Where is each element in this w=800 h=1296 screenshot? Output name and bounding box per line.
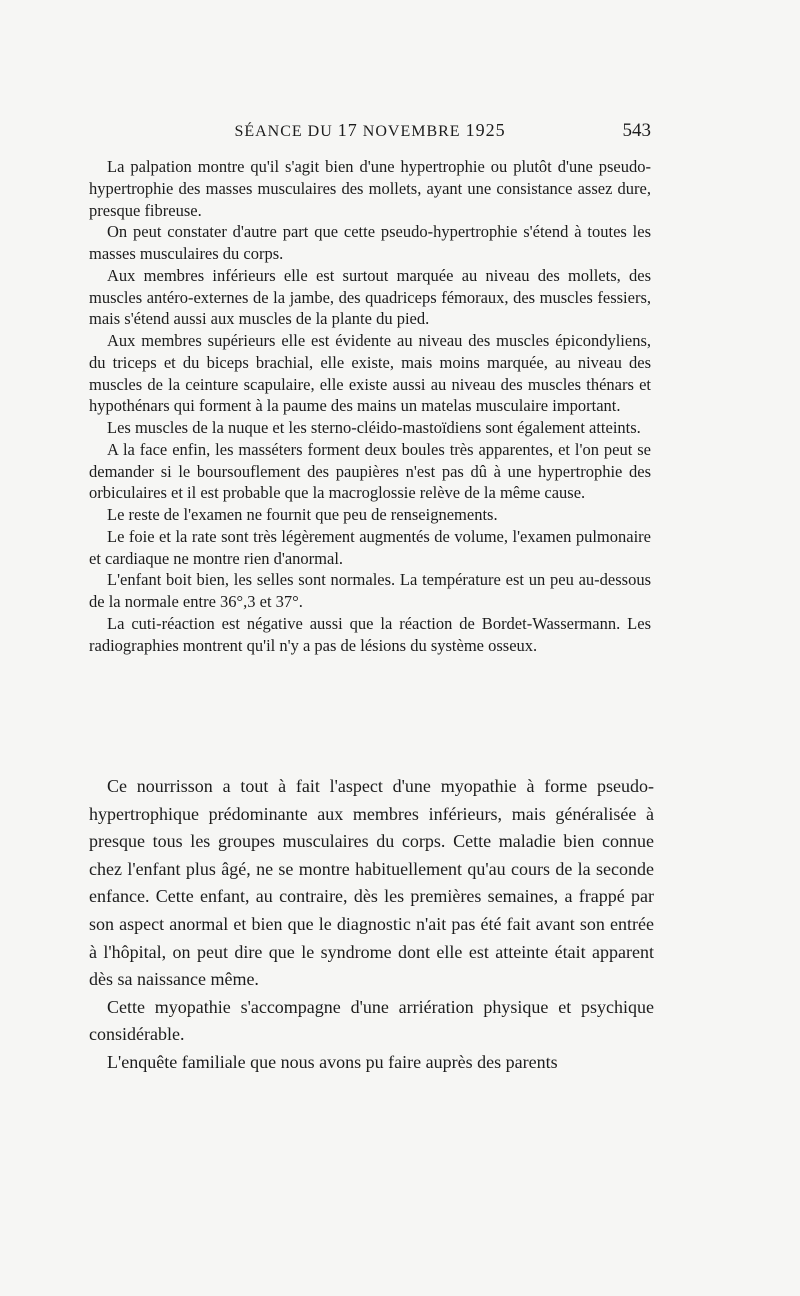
paragraph-lower-limbs: Aux membres inférieurs elle est surtout marquée au niveau des mollets, des muscles antéro-externes de la jambe, des quadriceps fémoraux, des muscles fessiers, mais s'étend aussi aux muscles de la plante du pied. (89, 265, 651, 329)
running-header (89, 120, 651, 142)
paragraph-palpation: La palpation montre qu'il s'agit bien d'une hypertrophie ou plutôt d'une pseudo-hypertrophie des masses musculaires des mollets, ayant une consistance assez dure, presque fibreuse. (89, 157, 651, 220)
header-year: 1925 (465, 120, 506, 140)
paragraph-upper-limbs: Aux membres supérieurs elle est évidente au niveau des muscles épicondyliens, du triceps et du biceps brachial, elle existe, mais moins marquée, au niveau des muscles de la ceinture scapulaire, elle existe aussi au niveau des muscles thénars et hypothénars qui forment à la paume des mains un matelas musculaire important. (89, 331, 651, 416)
paragraph-feeding-temperature: L'enfant boit bien, les selles sont normales. La température est un peu au-dessous de la normale entre 36°,3 et 37°. (89, 570, 651, 611)
header-title-prefix: SÉANCE DU (234, 123, 333, 140)
paragraph-rest-exam: Le reste de l'examen ne fournit que peu de renseignements. (107, 505, 498, 524)
paragraph-generalization: On peut constater d'autre part que cette pseudo-hypertrophie s'étend à toutes les masses musculaires du corps. (89, 222, 651, 263)
discussion-block (89, 773, 654, 1077)
paragraph-liver-spleen: Le foie et la rate sont très légèrement augmentés de volume, l'examen pulmonaire et cardiaque ne montre rien d'anormal. (89, 526, 651, 568)
paragraph-diagnosis: Ce nourrisson a tout à fait l'aspect d'une myopathie à forme pseudo-hypertrophique prédominante aux membres inférieurs, mais généralisée à presque tous les groupes musculaires du corps. Cette maladie bien connue chez l'enfant plus âgé, ne se montre habituellement qu'au cours de la seconde enfance. Cette enfant, au contraire, dès les premières semaines, a frappé par son aspect anormal et bien que le diagnostic n'ait pas été fait avant son entrée à l'hôpital, on peut dire que le syndrome dont elle est atteinte était apparent dès sa naissance même. (89, 776, 654, 990)
paragraph-tests-radiography: La cuti-réaction est négative aussi que la réaction de Bordet-Wassermann. Les radiographies montrent qu'il n'y a pas de lésions du système osseux. (89, 613, 651, 655)
running-head-title (89, 120, 651, 141)
page-number: 543 (622, 120, 651, 141)
clinical-observation-block (89, 156, 651, 656)
paragraph-face: A la face enfin, les masséters forment deux boules très apparentes, et l'on peut se demander si le boursouflement des paupières n'est pas dû à une hypertrophie des orbiculaires et il est probable que la macroglossie relève de la même cause. (89, 439, 651, 503)
paragraph-arrieration: Cette myopathie s'accompagne d'une arriération physique et psychique considérable. (89, 996, 654, 1045)
paragraph-neck-muscles: Les muscles de la nuque et les sterno-cléido-mastoïdiens sont également atteints. (107, 418, 641, 437)
paragraph-family-inquiry: L'enquête familiale que nous avons pu faire auprès des parents (107, 1051, 558, 1072)
header-month: NOVEMBRE (362, 123, 461, 140)
header-day: 17 (337, 120, 358, 140)
